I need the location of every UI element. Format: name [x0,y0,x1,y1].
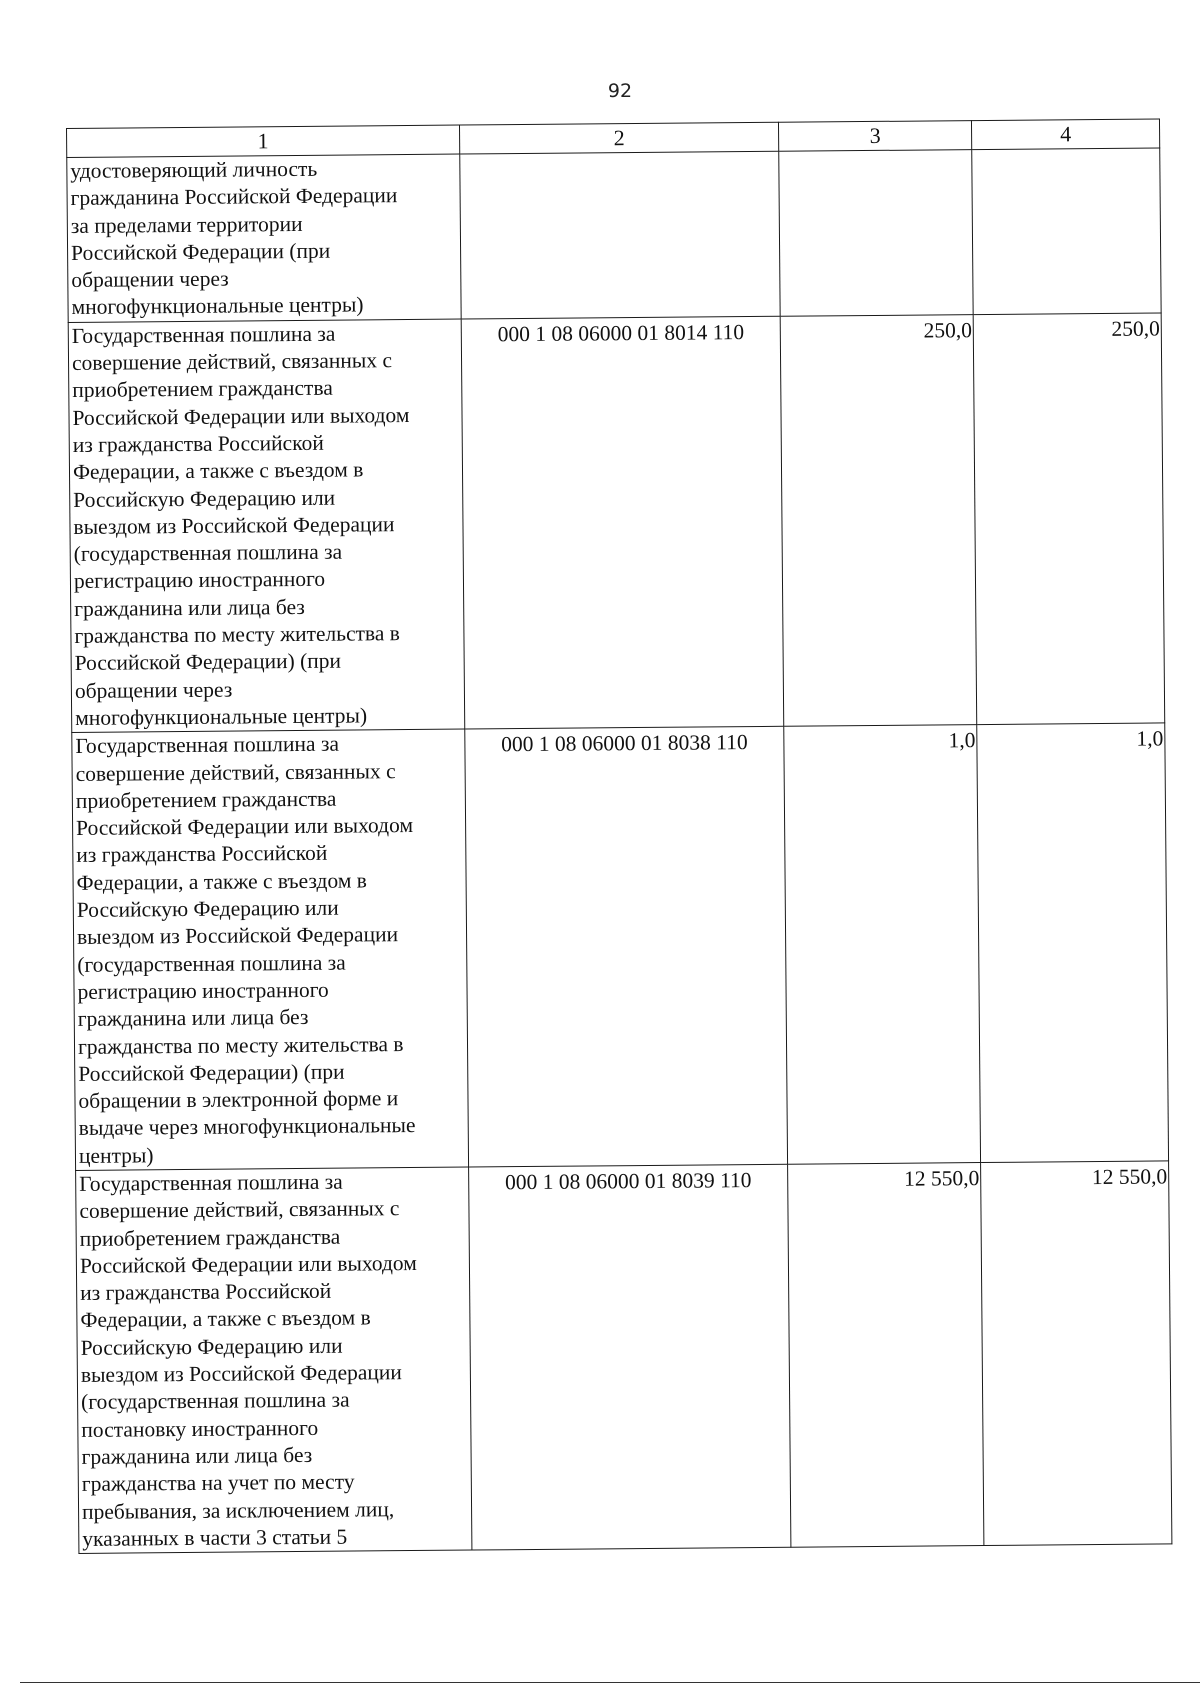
amount-cell-col3: 250,0 [780,314,977,726]
description-line: удостоверяющий личность [70,156,318,183]
table-row [68,313,1165,733]
description-line: Российской Федерации) (при [74,648,342,676]
description-line: выездом из Российской Федерации [76,922,399,950]
description-line: обращении через [71,266,229,293]
description-line: совершение действий, связанных с [71,348,393,376]
description-line: из гражданства Российской [80,1278,332,1306]
description-line: регистрацию иностранного [73,567,326,594]
description-line: Российскую Федерацию или [80,1333,343,1360]
description-line: Российскую Федерацию или [73,485,336,512]
description-line: (государственная пошлина за [77,950,346,977]
amount-cell-col4: 12 550,0 [981,1161,1172,1546]
description-line: совершение действий, связанных с [79,1196,400,1224]
description-cell [68,319,465,733]
description-line: Российской Федерации или выходом [79,1250,417,1278]
description-line: совершение действий, связанных с [75,758,396,786]
description-line: обращении в электронной форме и [78,1086,399,1114]
description-line: гражданства по месту жительства в [74,621,401,648]
description-line: Российской Федерации) (при [78,1059,345,1086]
description-line: Федерации, а также с въездом в [72,457,364,485]
budget-code-cell: 000 1 08 06000 01 8038 110 [465,726,788,1167]
description-line: выдаче через многофункциональные [78,1113,416,1141]
table-row [72,723,1169,1170]
description-line: гражданства по месту жительства в [77,1031,404,1059]
description-line: (государственная пошлина за [73,539,343,567]
description-line: Государственная пошлина за [71,321,336,348]
description-line: Российской Федерации (при [70,238,331,265]
amount-cell-col3 [779,150,973,316]
table-row [76,1161,1172,1554]
description-line: Российской Федерации или выходом [72,402,410,430]
description-line: гражданина или лица без [81,1442,313,1469]
budget-code-cell: 000 1 08 06000 01 8039 110 [469,1164,792,1550]
description-line: приобретением гражданства [75,786,337,813]
description-cell [67,154,461,322]
table-row [67,148,1161,322]
column-header: 2 [459,122,778,154]
description-line: постановку иностранного [81,1415,319,1442]
description-line: Федерации, а также с въездом в [76,868,368,895]
amount-cell-col4: 1,0 [977,723,1169,1162]
column-header: 4 [972,119,1160,150]
budget-code-cell [460,151,781,319]
table-body [67,148,1172,1554]
budget-code-cell: 000 1 08 06000 01 8014 110 [461,316,784,729]
amount-cell-col4: 250,0 [973,313,1164,725]
description-line: Государственная пошлина за [75,731,340,759]
description-line: из гражданства Российской [72,430,324,457]
description-line: за пределами территории [70,211,303,238]
description-line: гражданина или лица без [74,594,305,621]
description-line: центры) [78,1142,154,1168]
description-cell [72,729,469,1170]
amount-cell-col3: 1,0 [784,725,981,1164]
column-header: 1 [67,125,460,157]
page-number: 92 [607,80,633,102]
description-line: гражданства на учет по месту [81,1469,355,1497]
description-line: гражданина Российской Федерации [70,183,398,211]
description-line: Государственная пошлина за [79,1169,343,1196]
description-line: (государственная пошлина за [81,1387,350,1415]
description-line: Российской Федерации или выходом [76,813,414,841]
bottom-rule [20,1682,1200,1683]
description-line: указанных в части 3 статьи 5 [82,1524,348,1551]
column-header: 3 [779,121,972,152]
description-line: приобретением гражданства [72,376,333,403]
amount-cell-col3: 12 550,0 [788,1163,984,1548]
description-line: приобретением гражданства [79,1224,341,1251]
description-line: выездом из Российской Федерации [80,1360,402,1387]
description-line: регистрацию иностранного [77,977,329,1004]
description-line: выездом из Российской Федерации [73,512,395,539]
description-line: из гражданства Российской [76,841,328,868]
description-line: пребывания, за исключением лиц, [81,1496,395,1524]
description-line: Федерации, а также с въездом в [80,1305,371,1333]
budget-table [66,118,1172,1554]
description-line: обращении через [74,677,233,703]
description-line: Российскую Федерацию или [76,895,339,922]
amount-cell-col4 [972,148,1161,314]
description-line: гражданина или лица без [77,1005,309,1032]
description-cell [76,1167,472,1554]
description-line: многофункциональные центры) [71,292,364,320]
description-line: многофункциональные центры) [75,703,368,730]
